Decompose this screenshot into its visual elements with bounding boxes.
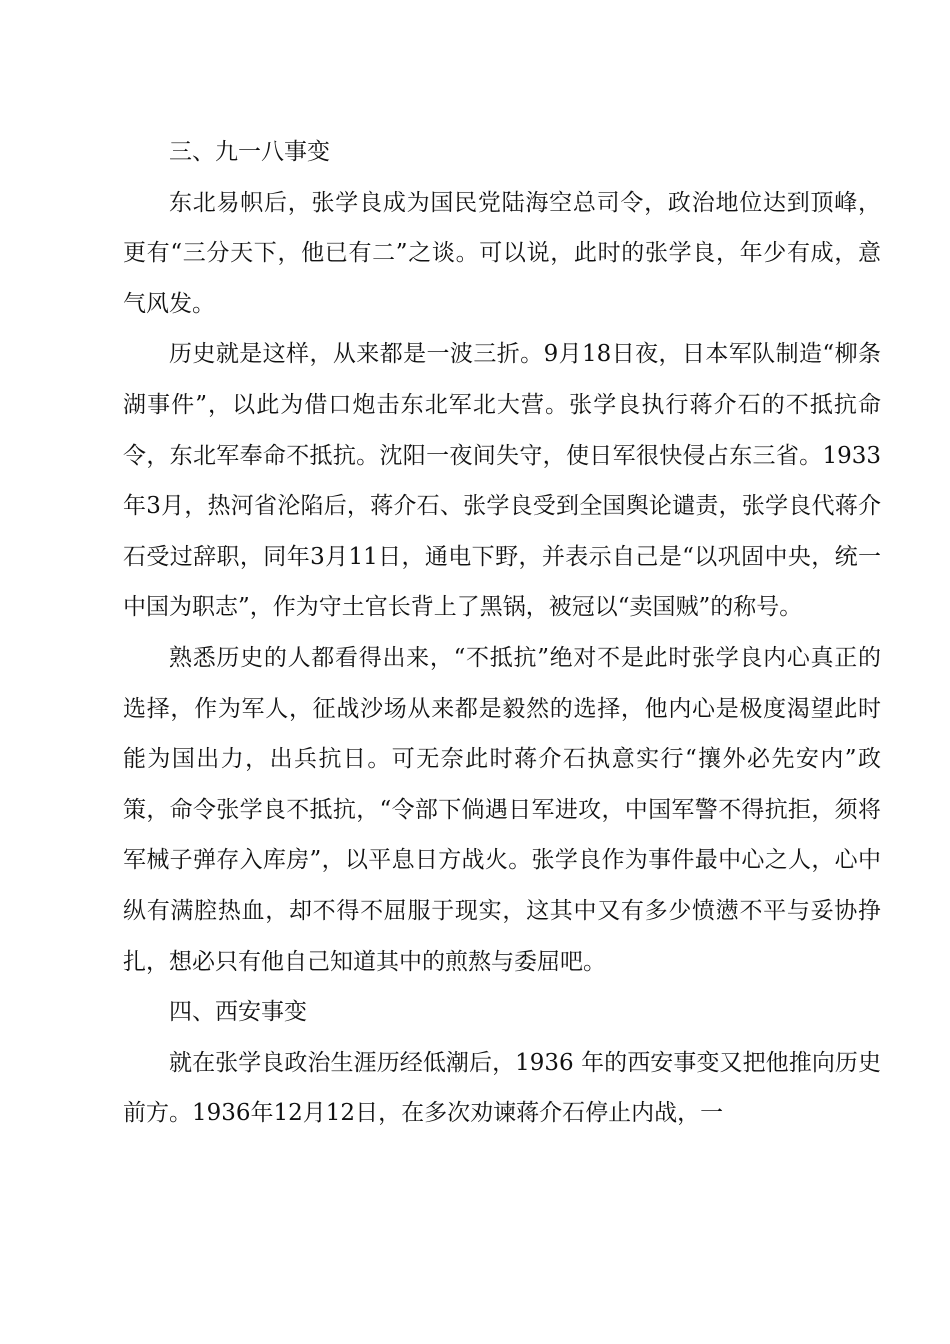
paragraph-xian-incident-start: 就在张学良政治生涯历经低潮后，1936 年的西安事变又把他推向历史前方。1936年12月12日，在多次劝谏蒋介石停止内战，一 [123, 1049, 881, 1127]
paragraph-northeast-flag-change: 东北易帜后，张学良成为国民党陆海空总司令，政治地位达到顶峰，更有“三分天下，他已有二”之谈。可以说，此时的张学良，年少有成，意气风发。 [123, 189, 881, 317]
section-heading-xian-incident: 四、西安事变 [169, 999, 307, 1026]
paragraph-liutiaohu-incident: 历史就是这样，从来都是一波三折。9月18日夜，日本军队制造“柳条湖事件”，以此为借口炮击东北军北大营。张学良执行蒋介石的不抵抗命令，东北军奉命不抵抗。沈阳一夜间失守，使日军很快侵占东三省。1933年3月，热河省沦陷后，蒋介石、张学良受到全国舆论谴责，张学良代蒋介石受过辞职，同年3月11日，通电下野，并表示自己是“以巩固中央，统一中国为职志”，作为守土官长背上了黑锅，被冠以“卖国贼”的称号。 [123, 341, 881, 621]
document-body [123, 127, 881, 1139]
paragraph-non-resistance: 熟悉历史的人都看得出来，“不抵抗”绝对不是此时张学良内心真正的选择，作为军人，征战沙场从来都是毅然的选择，他内心是极度渴望此时能为国出力，出兵抗日。可无奈此时蒋介石执意实行“攘外必先安内”政策，命令张学良不抵抗，“令部下倘遇日军进攻，中国军警不得抗拒，须将军械子弹存入库房”，以平息日方战火。张学良作为事件最中心之人，心中纵有满腔热血，却不得不屈服于现实，这其中又有多少愤懑不平与妥协挣扎，想必只有他自己知道其中的煎熬与委屈吧。 [123, 644, 881, 975]
section-heading-918-incident: 三、九一八事变 [169, 139, 330, 165]
